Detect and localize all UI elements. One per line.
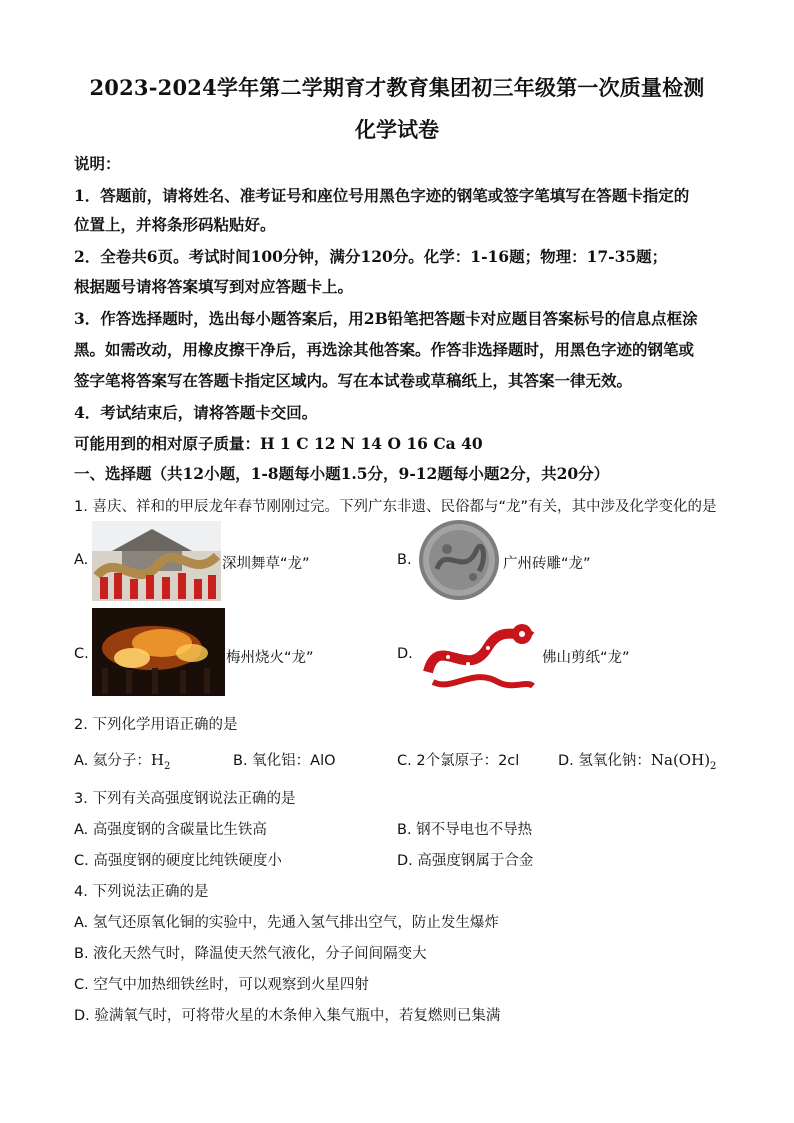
question-3-stem: 3. 下列有关高强度钢说法正确的是 — [74, 791, 296, 807]
instruction-line: 4．考试结束后，请将答题卡交回。 — [74, 403, 318, 422]
q1-option-d-letter: D. — [397, 646, 413, 662]
fire-dragon-image — [92, 608, 225, 696]
q2-option-d-formula — [650, 751, 717, 772]
instruction-line: 签字笔将答案写在答题卡指定区域内。写在本试卷或草稿纸上，其答案一律无效。 — [74, 371, 633, 390]
question-1-stem: 1. 喜庆、祥和的甲辰龙年春节刚刚过完。下列广东非遗、民俗都与“龙”有关，其中涉及化学变化的是 — [74, 499, 717, 515]
formula-subscript: 2 — [163, 761, 171, 772]
formula-main: H — [150, 751, 164, 769]
q3-option-c: C. 高强度钢的硬度比纯铁硬度小 — [74, 853, 282, 869]
question-2-stem: 2. 下列化学用语正确的是 — [74, 717, 238, 733]
brick-carving-image — [417, 519, 501, 601]
q2-option-d — [558, 749, 716, 772]
dragon-dance-image — [92, 521, 221, 601]
instruction-line: 位置上，并将条形码粘贴好。 — [74, 215, 276, 234]
atomic-mass-line: 可能用到的相对原子质量：H 1 C 12 N 14 O 16 Ca 40 — [74, 434, 483, 453]
q3-option-b: B. 钢不导电也不导热 — [397, 822, 533, 838]
q4-option-b: B. 液化天然气时，降温使天然气液化，分子间间隔变大 — [74, 946, 427, 962]
q4-option-d: D. 验满氧气时，可将带火星的木条伸入集气瓶中，若复燃则已集满 — [74, 1008, 501, 1024]
q3-option-a: A. 高强度钢的含碳量比生铁高 — [74, 822, 267, 838]
q2-option-a-formula — [150, 751, 171, 772]
exam-title: 2023-2024学年第二学期育才教育集团初三年级第一次质量检测 — [89, 75, 705, 100]
section-title: 一、选择题（共12小题，1-8题每小题1.5分，9-12题每小题2分，共20分） — [74, 464, 610, 483]
q1-option-b-text: 广州砖雕“龙” — [503, 556, 591, 572]
instructions-heading: 说明： — [74, 154, 121, 173]
q3-option-d: D. 高强度钢属于合金 — [397, 853, 534, 869]
q1-option-b-letter: B. — [397, 552, 412, 568]
instruction-line: 1．答题前，请将姓名、准考证号和座位号用黑色字迹的钢笔或签字笔填写在答题卡指定的 — [74, 186, 690, 205]
q2-option-a — [74, 749, 170, 772]
q1-option-a-letter: A. — [74, 552, 89, 568]
paper-cut-image — [418, 612, 540, 698]
exam-subtitle: 化学试卷 — [355, 117, 439, 142]
q2-option-d-label: D. 氢氧化钠： — [558, 753, 651, 769]
q2-option-b: B. 氧化铝：AlO — [233, 753, 336, 769]
instruction-line: 2．全卷共6页。考试时间100分钟，满分120分。化学：1-16题；物理：17-35题； — [74, 247, 668, 266]
q2-option-c: C. 2个氯原子：2cl — [397, 753, 520, 769]
q1-option-c-letter: C. — [74, 646, 89, 662]
question-4-stem: 4. 下列说法正确的是 — [74, 884, 209, 900]
q4-option-c: C. 空气中加热细铁丝时，可以观察到火星四射 — [74, 977, 369, 993]
q4-option-a: A. 氢气还原氧化铜的实验中，先通入氢气排出空气，防止发生爆炸 — [74, 915, 499, 931]
q1-option-c-text: 梅州烧火“龙” — [226, 650, 314, 666]
instruction-line: 根据题号请将答案填写到对应答题卡上。 — [74, 277, 354, 296]
q2-option-a-label: A. 氦分子： — [74, 753, 151, 769]
formula-main: Na(OH) — [650, 751, 711, 769]
q1-option-a-text: 深圳舞草“龙” — [222, 556, 310, 572]
formula-subscript: 2 — [710, 761, 717, 772]
q1-option-d-text: 佛山剪纸“龙” — [542, 650, 630, 666]
instruction-line: 黑。如需改动，用橡皮擦干净后，再选涂其他答案。作答非选择题时，用黑色字迹的钢笔或 — [74, 340, 695, 359]
instruction-line: 3．作答选择题时，选出每小题答案后，用2B铅笔把答题卡对应题目答案标号的信息点框涂 — [74, 309, 698, 328]
